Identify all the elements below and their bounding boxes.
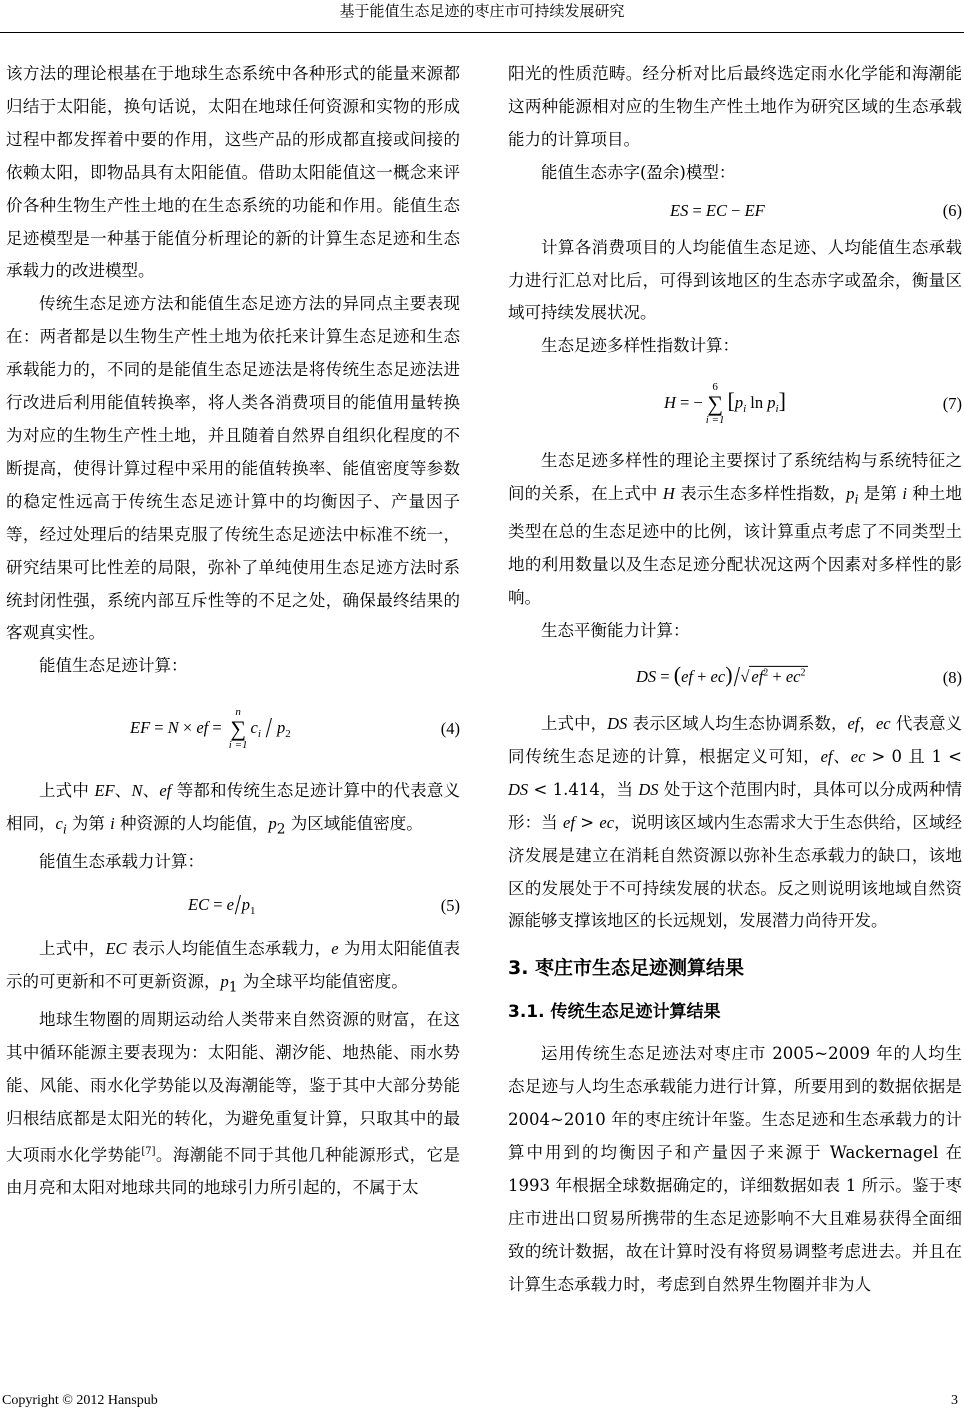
paragraph: 上式中，EC 表示人均能值生态承载力，e 为用太阳能值表示的可更新和不可更新资源，$p_1$ 为全球平均能值密度。 xyxy=(6,939,461,996)
sum-operator: n ∑ i =1 xyxy=(228,706,248,752)
eq-symbol: e xyxy=(226,895,234,915)
paragraph: 上式中，DS 表示区域人均生态协调系数，ef，ec 代表意义同传统生态足迹的计算，根据定义可知，ef、ec > 0 且 1 < DS < 1.414，当 DS 处于这个范围内时，具体可以分成两种情形：当 ef > ec，说明该区域内生态需求大于生态供给，区域经济发展是建立在消耗自然资源以弥补生态承载力的缺口，该地区的发展处于不可持续发展的状态。反之则说明该地域自然资源能够支撑该地区的长远规划，发展潜力尚待开发。 xyxy=(508,713,962,931)
equation-number: (7) xyxy=(942,394,962,414)
eq-symbol: H xyxy=(664,393,676,413)
paragraph: 能值生态足迹计算： xyxy=(39,656,188,676)
equation-number: (5) xyxy=(440,896,460,916)
running-header xyxy=(0,0,964,33)
copyright-notice: Copyright © 2012 Hanspub xyxy=(2,1393,158,1408)
equation-number: (4) xyxy=(440,719,460,739)
page-number: 3 xyxy=(951,1393,958,1408)
equation-number: (6) xyxy=(942,200,962,220)
equation-6: ES = EC − EF (6) xyxy=(670,200,962,220)
section-heading: 3. 枣庄市生态足迹测算结果 xyxy=(508,957,745,980)
paragraph: 该方法的理论根基在于地球生态系统中各种形式的能量来源都归结于太阳能，换句话说，太阳在地球任何资源和实物的形成过程中都发挥着中要的作用，这些产品的形成都直接或间接的依赖太阳，即物品具有太阳能值。借助太阳能值这一概念来评价各种生物生产性土地的在生态系统的功能和作用。能值生态足迹模型是一种基于能值分析理论的新的计算生态足迹和生态承载力的改进模型。 xyxy=(6,64,460,281)
paragraph: 阳光的性质范畴。经分析对比后最终选定雨水化学能和海潮能这两种能源相对应的生物生产性土地作为研究区域的生态承载能力的计算项目。 xyxy=(508,64,962,149)
page-footer xyxy=(0,1393,964,1413)
eq-symbol: c xyxy=(250,718,258,737)
eq-symbol: ef xyxy=(196,718,209,737)
paragraph: 能值生态承载力计算： xyxy=(39,852,204,872)
sum-operator: 6 ∑ i =1 xyxy=(705,381,725,427)
paragraph: 能值生态赤字(盈余)模型： xyxy=(541,162,736,182)
eq-symbol: p xyxy=(241,895,251,915)
right-column xyxy=(508,58,962,1302)
eq-symbol: EC xyxy=(188,895,210,915)
eq-symbol: EF xyxy=(130,718,151,737)
equation-5: EC = $e/p_1$ (5) xyxy=(188,890,460,922)
paragraph: 上式中 EF、N、ef 等都和传统生态足迹计算中的代表意义相同，$c_i$ 为第 i 种资源的人均能值，$p_2$ 为区域能值密度。 xyxy=(6,781,461,838)
equation-number: (8) xyxy=(942,667,962,687)
equation-8: DS = (ef + ec)/√ $ef^2 + ec^2$ (8) xyxy=(636,661,962,694)
paragraph: 生态足迹多样性指数计算： xyxy=(541,336,739,356)
paragraph: 运用传统生态足迹法对枣庄市 2005~2009 年的人均生态足迹与人均生态承载能力进行计算，所要用到的数据依据是 2004~2010 年的枣庄统计年鉴。生态足迹和生态承载力的计算中用到的均衡因子和产量因子来源于 Wackernagel 在 1993 年根据全球数据确定的，详细数据如表 1 所示。鉴于枣庄市进出口贸易所携带的生态足迹影响不大且难易获得全面细致的统计数据，故在计算时没有将贸易调整考虑进去。并且在计算生态承载力时，考虑到自然界生物圈并非为人 xyxy=(508,1044,962,1294)
paragraph: 传统生态足迹方法和能值生态足迹方法的异同点主要表现在：两者都是以生物生产性土地为依托来计算生态足迹和生态承载能力的，不同的是能值生态足迹法是将传统生态足迹法进行改进后利用能值转换率，将人类各消费项目的能值用量转换为对应的生物生产性土地，并且随着自然界自组织化程度的不断提高，使得计算过程中采用的能值转换率、能值密度等参数的稳定性远高于传统生态足迹计算中的均衡因子、产量因子等，经过处理后的结果克服了传统生态足迹法中标准不统一，研究结果可比性差的局限，弥补了单纯使用生态足迹方法时系统封闭性强，系统内部互斥性等的不足之处，确保最终结果的客观真实性。 xyxy=(6,294,460,643)
citation: [7] xyxy=(141,1145,156,1157)
paragraph: 计算各消费项目的人均能值生态足迹、人均能值生态承载力进行汇总对比后，可得到该地区的生态赤字或盈余，衡量区域可持续发展状况。 xyxy=(508,237,962,323)
left-column xyxy=(6,58,460,1205)
equation-4: EF = N × ef = n ∑ i =1 $c_i / p_2$ (4) xyxy=(130,706,460,752)
paragraph: 地球生物圈的周期运动给人类带来自然资源的财富，在这其中循环能源主要表现为：太阳能、潮汐能、地热能、雨水势能、风能、雨水化学势能以及海潮能等，鉴于其中大部分势能归根结底都是太阳光的转化，为避免重复计算，只取其中的最大项雨水化学势能[7]。海潮能不同于其他几种能源形式，它是由月亮和太阳对地球共同的地球引力所引起的，不属于太 xyxy=(6,1010,461,1198)
eq-symbol: N xyxy=(167,718,179,737)
paragraph: 生态平衡能力计算： xyxy=(541,621,690,641)
paragraph: 生态足迹多样性的理论主要探讨了系统结构与系统特征之间的关系，在上式中 H 表示生态多样性指数，$p_i$ 是第 i 种土地类型在总的生态足迹中的比例，该计算重点考虑了不同类型土地的利用数量以及生态足迹分配状况这两个因素对多样性的影响。 xyxy=(508,451,963,608)
running-header-title: 基于能值生态足迹的枣庄市可持续发展研究 xyxy=(339,2,625,20)
subsection-heading: 3.1. 传统生态足迹计算结果 xyxy=(508,1002,721,1023)
eq-symbol: p xyxy=(276,718,286,737)
equation-7: H = − 6 ∑ i =1 [$p_i$ $\ln p_i$] (7) xyxy=(664,381,962,427)
